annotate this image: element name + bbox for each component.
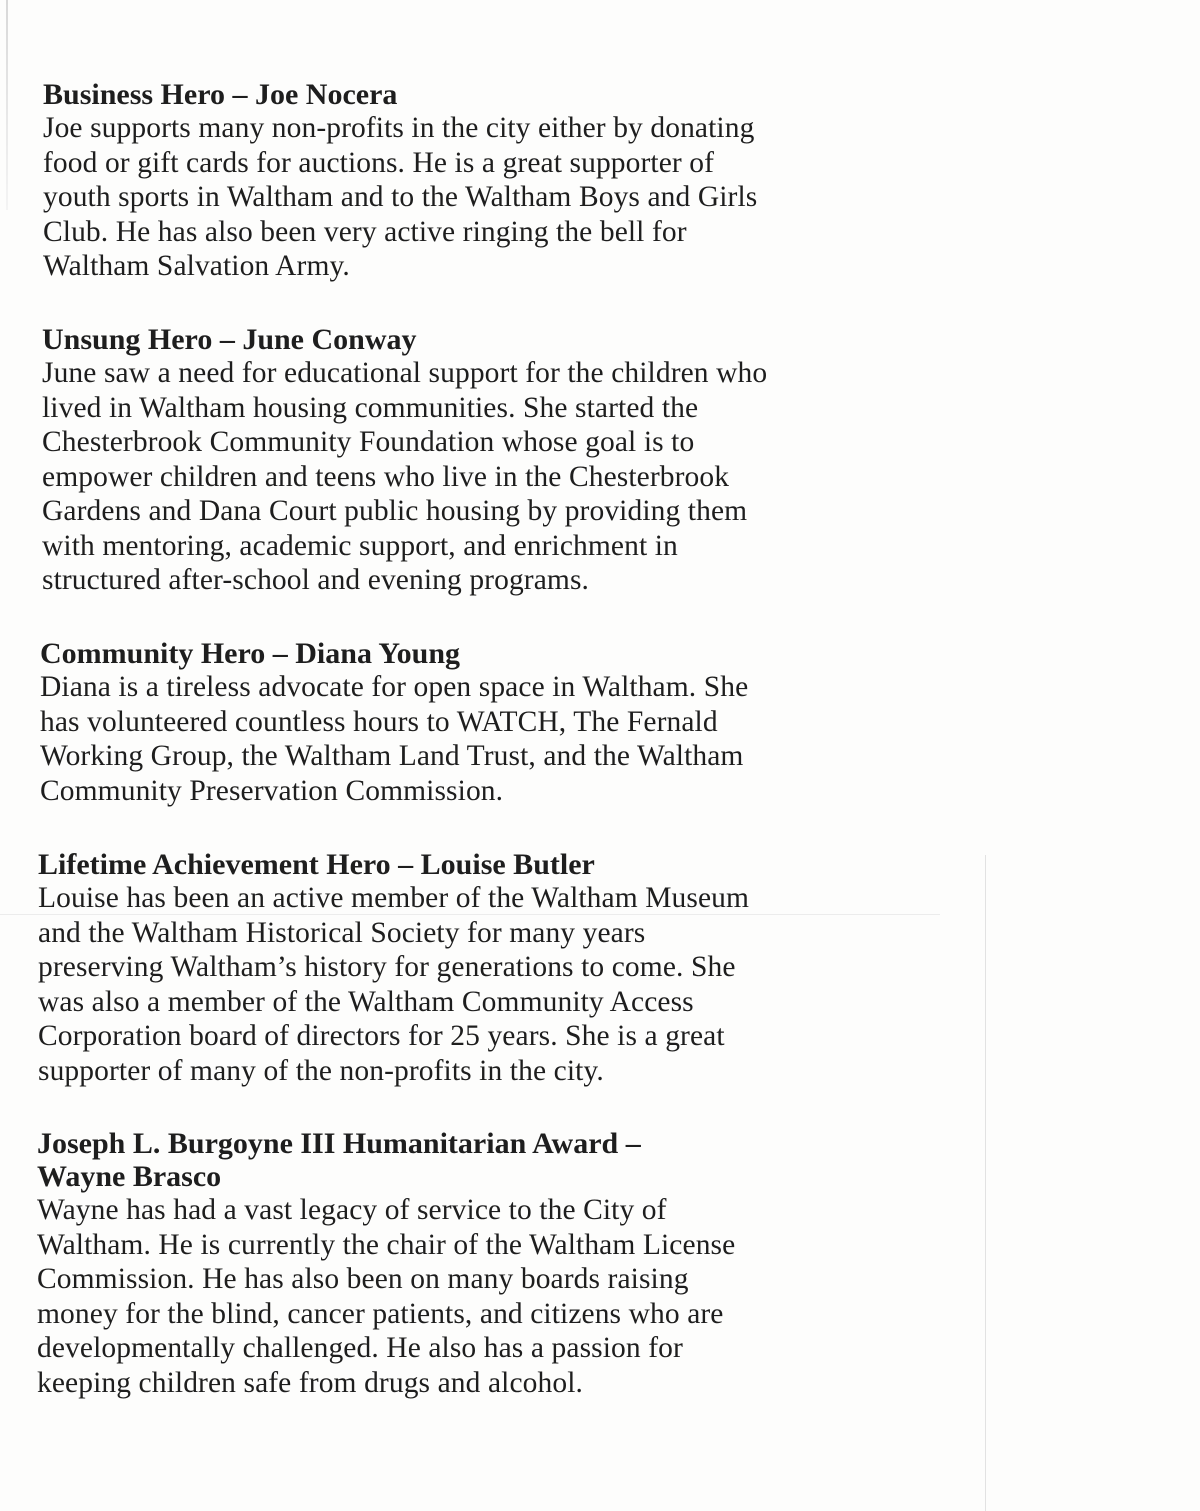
body-line: Waltham. He is currently the chair of the Waltham License (37, 1228, 736, 1261)
section-heading: Lifetime Achievement Hero – Louise Butler (38, 848, 595, 881)
section-body (42, 356, 922, 598)
body-line: keeping children safe from drugs and alcohol. (37, 1366, 583, 1399)
body-line: Community Preservation Commission. (40, 774, 504, 807)
section-heading: Business Hero – Joe Nocera (43, 78, 398, 111)
section-body (37, 1193, 917, 1400)
body-line: supporter of many of the non-profits in the city. (38, 1054, 604, 1087)
heading-line: Wayne Brasco (37, 1160, 222, 1193)
section-heading: Unsung Hero – June Conway (42, 323, 417, 356)
award-section-business-hero (43, 78, 923, 284)
body-line: structured after-school and evening programs. (42, 564, 590, 596)
body-line: Diana is a tireless advocate for open space in Waltham. She (40, 671, 749, 703)
body-line: Waltham Salvation Army. (43, 250, 350, 282)
award-section-humanitarian-award (37, 1127, 917, 1400)
body-line: was also a member of the Waltham Community Access (38, 985, 694, 1018)
section-heading: Community Hero – Diana Young (40, 637, 461, 670)
body-line: money for the blind, cancer patients, and citizens who are (37, 1297, 724, 1330)
scan-artifact-left (6, 0, 8, 210)
award-section-lifetime-achievement-hero (38, 848, 918, 1088)
scan-artifact-right (985, 855, 986, 1511)
award-section-community-hero (40, 637, 920, 808)
body-line: Gardens and Dana Court public housing by providing them (42, 495, 748, 527)
body-line: preserving Waltham’s history for generations to come. She (38, 951, 736, 983)
body-line: Joe supports many non-profits in the city either by donating (43, 112, 755, 144)
body-line: Working Group, the Waltham Land Trust, and the Waltham (40, 740, 744, 772)
heading-line: Joseph L. Burgoyne III Humanitarian Award – (37, 1127, 641, 1160)
body-line: Louise has been an active member of the Waltham Museum (38, 882, 750, 914)
body-line: developmentally challenged. He also has a passion for (37, 1332, 683, 1364)
body-line: June saw a need for educational support for the children who (42, 357, 768, 389)
section-body (43, 111, 923, 284)
body-line: Commission. He has also been on many boards raising (37, 1263, 689, 1295)
body-line: food or gift cards for auctions. He is a great supporter of (43, 146, 715, 179)
body-line: lived in Waltham housing communities. She started the (42, 391, 699, 424)
body-line: Wayne has had a vast legacy of service to the City of (37, 1194, 667, 1226)
section-body (38, 881, 918, 1088)
body-line: Chesterbrook Community Foundation whose goal is to (42, 426, 695, 458)
body-line: empower children and teens who live in the Chesterbrook (42, 460, 730, 493)
section-heading (37, 1127, 917, 1193)
award-section-unsung-hero (42, 323, 922, 598)
body-line: and the Waltham Historical Society for many years (38, 916, 646, 949)
body-line: Corporation board of directors for 25 years. She is a great (38, 1020, 725, 1052)
body-line: has volunteered countless hours to WATCH, The Fernald (40, 705, 718, 738)
body-line: youth sports in Waltham and to the Waltham Boys and Girls (43, 181, 758, 213)
body-line: with mentoring, academic support, and enrichment in (42, 529, 678, 562)
body-line: Club. He has also been very active ringing the bell for (43, 215, 687, 248)
section-body (40, 670, 920, 808)
